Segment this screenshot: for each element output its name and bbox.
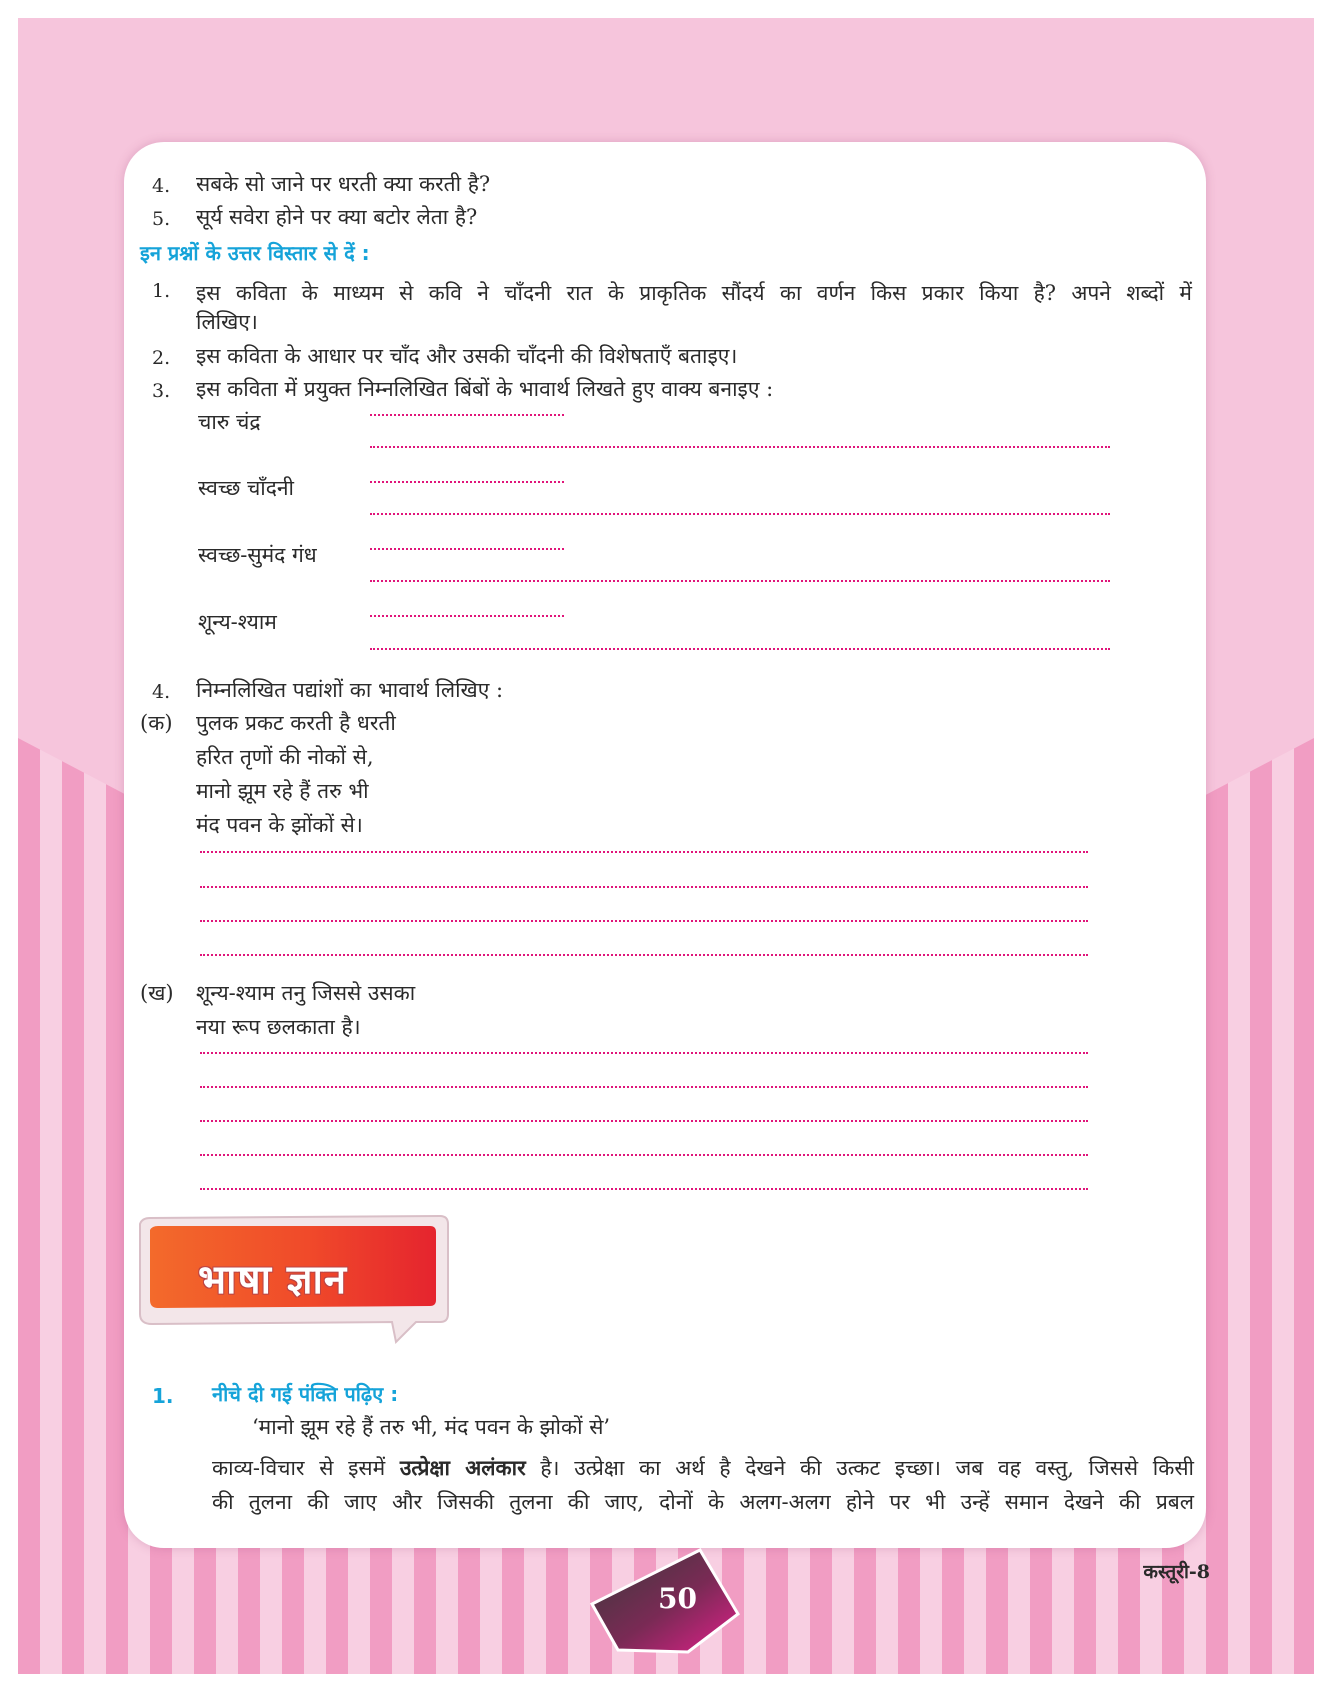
answer-line[interactable]	[200, 851, 1088, 853]
question-heading: नीचे दी गई पंक्ति पढ़िए :	[212, 1382, 399, 1406]
question-number: 2.	[152, 347, 171, 369]
answer-line[interactable]	[200, 1052, 1088, 1054]
verse-line: नया रूप छलकाता है।	[196, 1015, 361, 1039]
question-text: सूर्य सवेरा होने पर क्या बटोर लेता है?	[196, 205, 478, 229]
answer-line[interactable]	[370, 580, 1110, 582]
quote-line: ‘मानो झूम रहे हैं तरु भी, मंद पवन के झोकों से’	[252, 1415, 611, 1439]
section-heading: इन प्रश्नों के उत्तर विस्तार से दें :	[140, 241, 370, 265]
verse-line: शून्य-श्याम तनु जिससे उसका	[196, 981, 416, 1005]
question-number: 4.	[152, 175, 171, 197]
verse-line: हरित तृणों की नोकों से,	[196, 745, 374, 769]
verse-label: (क)	[140, 711, 173, 735]
para-text: है। उत्प्रेक्षा का अर्थ है देखने की उत्कट इच्छा। जब वह वस्तु, जिससे किसी	[525, 1456, 1194, 1480]
answer-line[interactable]	[200, 1086, 1088, 1088]
question-text: इस कविता के माध्यम से कवि ने चाँदनी रात के प्राकृतिक सौंदर्य का वर्णन किस प्रकार किया है? अपने शब्दों में	[196, 281, 1192, 305]
answer-line[interactable]	[200, 1154, 1088, 1156]
answer-line[interactable]	[200, 954, 1088, 956]
verse-line: मानो झूम रहे हैं तरु भी	[196, 779, 369, 803]
answer-line[interactable]	[200, 886, 1088, 888]
question-number: 1.	[152, 1384, 174, 1408]
question-text: इस कविता में प्रयुक्त निम्नलिखित बिंबों के भावार्थ लिखते हुए वाक्य बनाइए :	[196, 377, 774, 401]
page-number: 50	[658, 1582, 697, 1615]
paragraph-line	[212, 1454, 1194, 1482]
question-text: इस कविता के आधार पर चाँद और उसकी चाँदनी की विशेषताएँ बताइए।	[196, 344, 738, 368]
verse-line: पुलक प्रकट करती है धरती	[196, 711, 396, 735]
answer-line[interactable]	[370, 414, 564, 416]
answer-line[interactable]	[370, 513, 1110, 515]
question-number: 3.	[152, 380, 171, 402]
para-text: काव्य-विचार से इसमें	[212, 1456, 400, 1480]
question-number: 1.	[152, 280, 171, 302]
answer-line[interactable]	[200, 920, 1088, 922]
answer-line[interactable]	[370, 481, 564, 483]
term-label: स्वच्छ-सुमंद गंध	[198, 543, 317, 567]
para-bold-term: उत्प्रेक्षा अलंकार	[399, 1455, 526, 1480]
question-text: निम्नलिखित पद्यांशों का भावार्थ लिखिए :	[196, 678, 504, 702]
question-number: 5.	[152, 208, 171, 230]
answer-line[interactable]	[370, 548, 564, 550]
book-title: कस्तूरी-8	[1143, 1561, 1210, 1583]
question-number: 4.	[152, 681, 171, 703]
question-text-cont: लिखिए।	[196, 310, 258, 334]
answer-line[interactable]	[370, 615, 564, 617]
question-text: सबके सो जाने पर धरती क्या करती है?	[196, 172, 491, 196]
answer-line[interactable]	[200, 1120, 1088, 1122]
answer-line[interactable]	[370, 648, 1110, 650]
answer-line[interactable]	[200, 1188, 1088, 1190]
term-label: स्वच्छ चाँदनी	[198, 476, 294, 500]
banner-title: भाषा ज्ञान	[198, 1256, 348, 1303]
verse-line: मंद पवन के झोंकों से।	[196, 813, 363, 837]
verse-label: (ख)	[140, 981, 174, 1005]
term-label: शून्य-श्याम	[198, 610, 277, 634]
term-label: चारु चंद्र	[198, 410, 261, 434]
answer-line[interactable]	[370, 446, 1110, 448]
paragraph-line: की तुलना की जाए और जिसकी तुलना की जाए, दोनों के अलग-अलग होने पर भी उन्हें समान देखने की प्रबल	[212, 1490, 1194, 1514]
